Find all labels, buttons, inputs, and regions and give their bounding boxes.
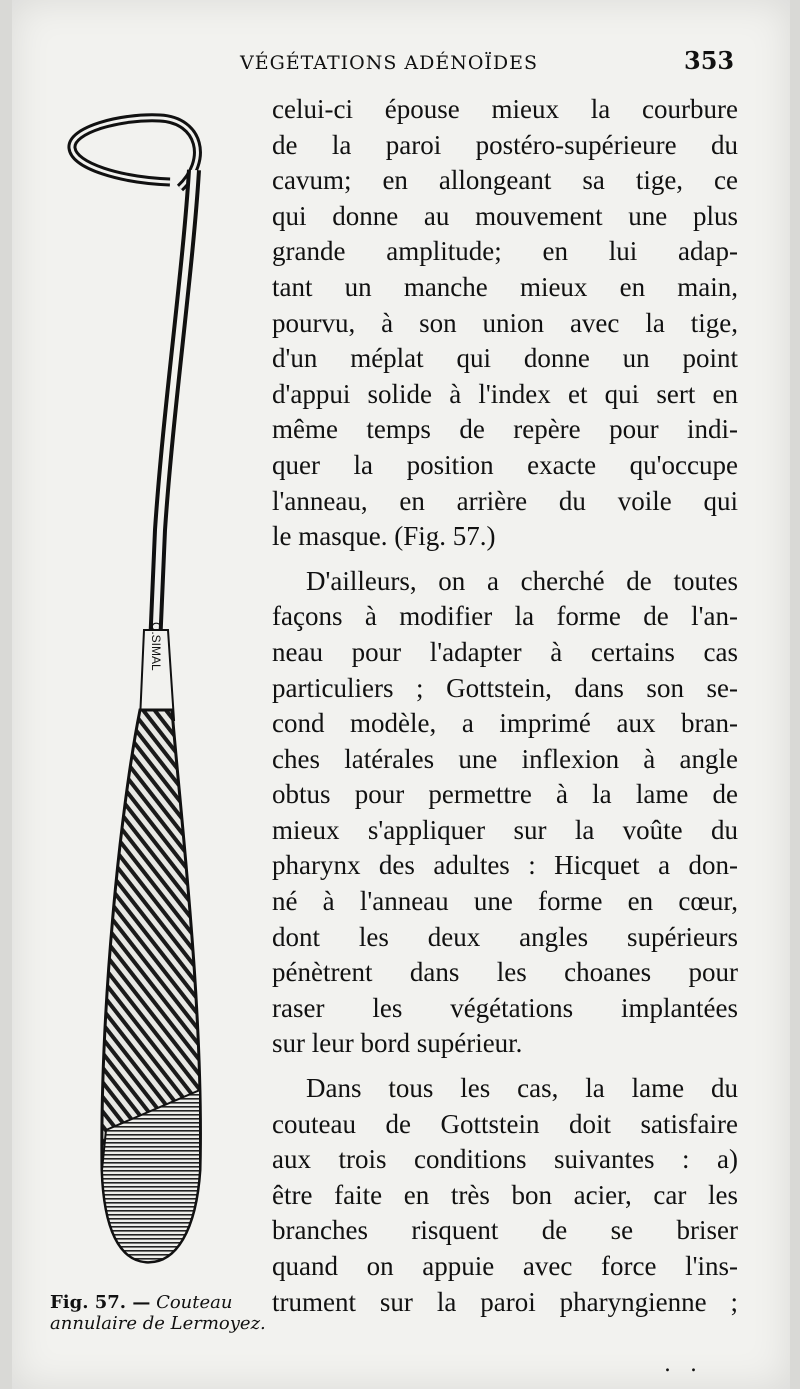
text-line: trument sur la paroi pharyngienne ;: [272, 1286, 738, 1317]
text-line: neau pour l'adapter à certains cas: [272, 636, 738, 667]
running-header-title: VÉGÉTATIONS ADÉNOÏDES: [240, 52, 539, 74]
text-line: qui donne au mouvement une plus: [272, 200, 738, 231]
text-line: aux trois conditions suivantes : a): [272, 1144, 738, 1175]
text-line: le masque. (Fig. 57.): [272, 521, 496, 552]
text-line: ches latérales une inflexion à angle: [272, 743, 738, 774]
text-line: celui-ci épouse mieux la courbure: [272, 94, 738, 124]
paragraph-3: [272, 1071, 738, 1320]
text-line: pourvu, à son union avec la tige,: [272, 307, 738, 338]
text-line: d'un méplat qui donne un point: [272, 343, 738, 374]
text-line: même temps de repère pour indi-: [272, 414, 738, 445]
text-line: couteau de Gottstein doit satisfaire: [272, 1108, 738, 1139]
ring-knife-icon: [60, 110, 220, 1270]
text-line: pénètrent dans les choanes pour: [272, 957, 738, 988]
text-line: façons à modifier la forme de l'an-: [272, 601, 738, 632]
text-line: d'appui solide à l'index et qui sert en: [272, 378, 738, 409]
text-line: dont les deux angles supérieurs: [272, 921, 738, 952]
text-line: de la paroi postéro-supérieure du: [272, 129, 738, 160]
paragraph-1: [272, 92, 738, 555]
paragraph-2: [272, 564, 738, 1062]
text-line: cond modèle, a imprimé aux bran-: [272, 708, 738, 739]
text-line: quer la position exacte qu'occupe: [272, 449, 738, 480]
caption-number: Fig. 57. —: [50, 1292, 151, 1313]
text-line: mieux s'appliquer sur la voûte du: [272, 814, 738, 845]
page-number: 353: [684, 46, 735, 75]
engraving-mark: O.SIMAL: [149, 622, 163, 671]
book-page: [12, 0, 790, 1389]
text-line: cavum; en allongeant sa tige, ce: [272, 165, 738, 196]
text-line: grande amplitude; en lui adap-: [272, 236, 738, 267]
text-line: particuliers ; Gottstein, dans son se-: [272, 672, 738, 703]
footer-dots: . .: [664, 1352, 703, 1377]
figure-caption: [50, 1292, 275, 1334]
text-line: D'ailleurs, on a cherché de toutes: [306, 565, 738, 596]
text-line: quand on appuie avec force l'ins-: [272, 1251, 738, 1281]
text-line: obtus pour permettre à la lame de: [272, 779, 738, 810]
text-line: branches risquent de se briser: [272, 1215, 738, 1246]
text-line: sur leur bord supérieur.: [272, 1028, 523, 1059]
body-text: [272, 92, 738, 1320]
text-line: Dans tous les cas, la lame du: [306, 1073, 738, 1104]
text-line: l'anneau, en arrière du voile qui: [272, 485, 738, 516]
text-line: raser les végétations implantées: [272, 992, 738, 1023]
text-line: né à l'anneau une forme en cœur,: [272, 886, 738, 917]
caption-text: Couteau annulaire de Lermoyez.: [50, 1292, 266, 1334]
text-line: pharynx des adultes : Hicquet a don-: [272, 850, 738, 881]
text-line: tant un manche mieux en main,: [272, 271, 738, 302]
text-line: être faite en très bon acier, car les: [272, 1179, 738, 1210]
